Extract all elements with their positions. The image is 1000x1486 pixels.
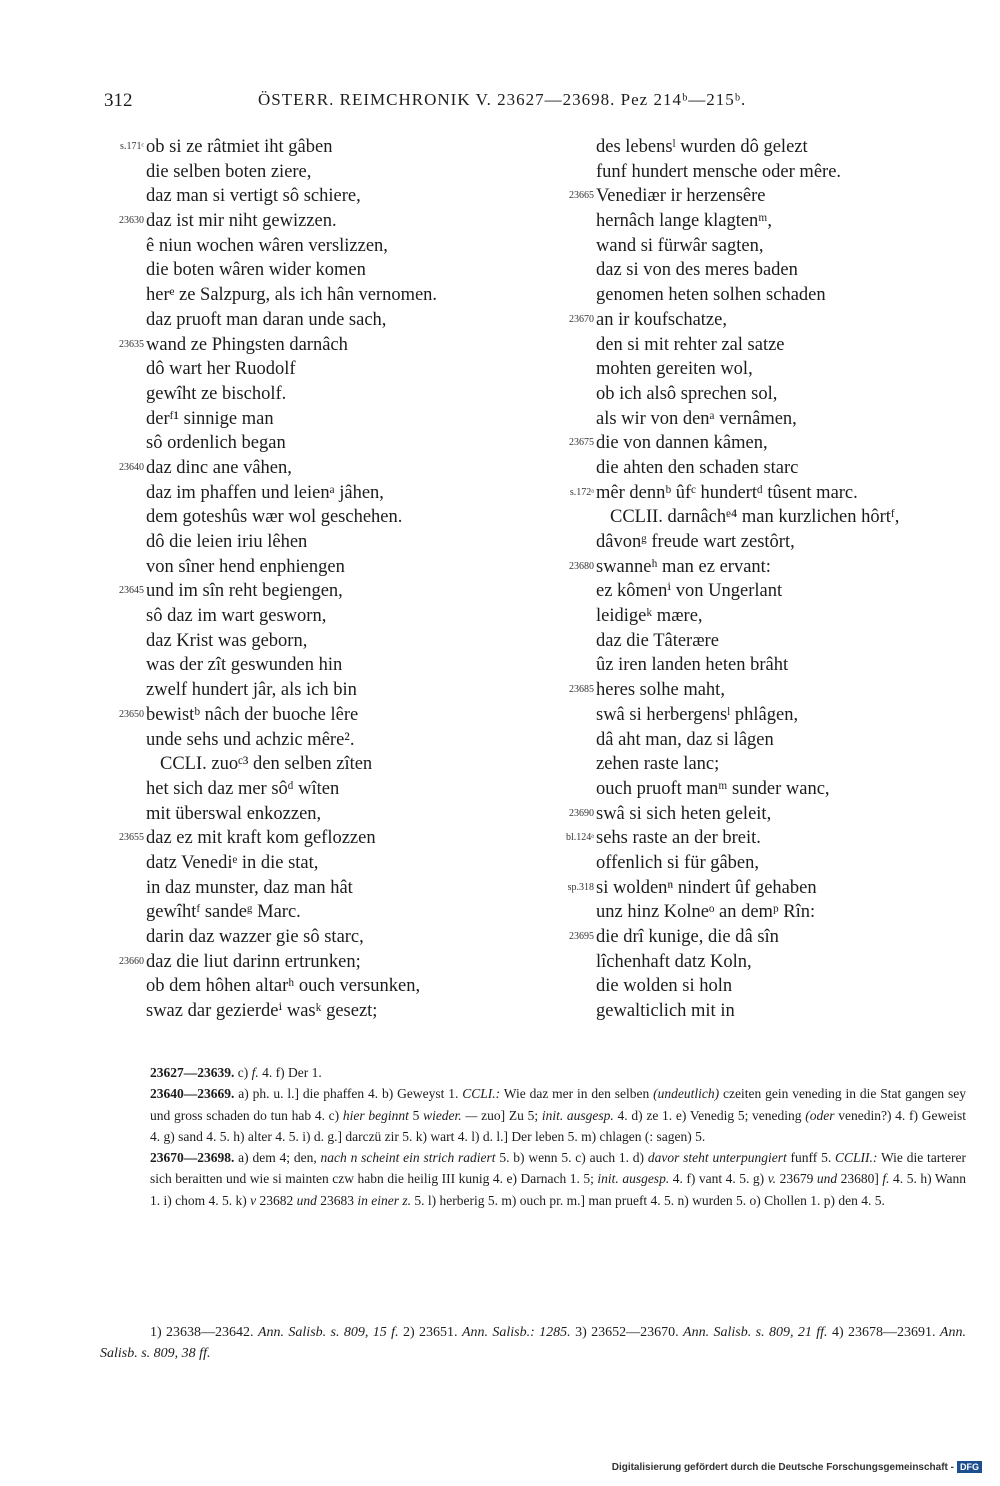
verse-line	[100, 382, 540, 407]
verse-line	[100, 530, 540, 555]
verse-text: daz ez mit kraft kom geflozzen	[146, 828, 376, 849]
verse-number: 23695	[569, 931, 594, 942]
verse-number: s.172ᵃ	[569, 486, 594, 498]
verse-text: gewîhtᶠ sandeᵍ Marc.	[146, 902, 301, 923]
verse-line	[100, 160, 540, 185]
verse-text: swâ si sich heten geleit,	[596, 803, 772, 824]
verse-line	[550, 851, 970, 876]
verse-text: wand ze Phingsten darnâch	[146, 334, 348, 355]
verse-line	[550, 604, 970, 629]
verse-text: bewistᵇ nâch der buoche lêre	[146, 704, 359, 725]
verse-line	[100, 579, 540, 604]
verse-line	[550, 184, 970, 209]
verse-text: daz die Tâterære	[596, 630, 719, 651]
verse-line	[100, 604, 540, 629]
verse-line	[550, 234, 970, 259]
verse-line	[550, 802, 970, 827]
verse-line	[550, 431, 970, 456]
verse-line	[550, 678, 970, 703]
verse-text: derᶠ¹ sinnige man	[146, 408, 274, 429]
verse-line	[550, 826, 970, 851]
verse-line	[100, 900, 540, 925]
verse-text: swanneʰ man ez ervant:	[596, 556, 771, 577]
verse-line	[100, 505, 540, 530]
verse-line	[100, 209, 540, 234]
verse-line	[100, 974, 540, 999]
dfg-logo: DFG	[957, 1461, 982, 1473]
page-number: 312	[104, 90, 133, 111]
verse-line	[100, 308, 540, 333]
verse-line	[550, 308, 970, 333]
verse-line	[550, 900, 970, 925]
verse-text: sô daz im wart gesworn,	[146, 606, 327, 627]
verse-text: in daz munster, daz man hât	[146, 877, 353, 898]
verse-text: hernâch lange klagtenᵐ,	[596, 211, 772, 232]
verse-line	[550, 999, 970, 1024]
verse-text: den si mit rehter zal satze	[596, 334, 785, 355]
verse-number: 23630	[119, 215, 144, 227]
verse-line	[100, 234, 540, 259]
verse-line	[550, 777, 970, 802]
verse-text: daz ist mir niht gewizzen.	[146, 211, 337, 232]
verse-text: ob si ze râtmiet iht gâben	[146, 137, 333, 157]
verse-number: 23640	[119, 461, 144, 473]
verse-number: 23660	[119, 955, 144, 967]
verse-text: die selben boten ziere,	[146, 161, 312, 182]
verse-text: heres solhe maht,	[596, 680, 725, 701]
verse-text: dâ aht man, daz si lâgen	[596, 729, 774, 750]
verse-text: zehen raste lanc;	[596, 754, 720, 775]
verse-number: 23665	[569, 190, 594, 202]
verse-text: mohten gereiten wol,	[596, 359, 753, 380]
verse-text: gewîht ze bischolf.	[146, 383, 287, 404]
verse-text: dô die leien iriu lêhen	[146, 532, 308, 552]
critical-apparatus	[100, 1062, 966, 1211]
verse-number: 23675	[569, 437, 594, 449]
verse-number: 23655	[119, 832, 144, 844]
verse-text: von sîner hend enphiengen	[146, 556, 345, 577]
verse-line	[100, 752, 540, 777]
verse-text: mit überswal enkozzen,	[146, 803, 322, 824]
source-notes: 1) 23638—23642. Ann. Salisb. s. 809, 15 f. 2) 23651. Ann. Salisb.: 1285. 3) 23652—23670. Ann. Salisb. s. 809, 21 ff. 4) 23678—23691. Ann. Salisb. s. 809, 38 ff.	[100, 1325, 966, 1361]
verse-line	[550, 752, 970, 777]
verse-number: 23670	[569, 313, 594, 325]
verse-text: unz hinz Kolneᵒ an demᵖ Rîn:	[596, 902, 816, 923]
verse-line	[100, 999, 540, 1024]
verse-number: sp.318	[567, 881, 594, 893]
verse-text: zwelf hundert jâr, als ich bin	[146, 680, 357, 701]
verse-text: datz Venediᵉ in die stat,	[146, 852, 319, 873]
verse-number: 23680	[569, 560, 594, 572]
verse-line	[550, 530, 970, 555]
verse-text: die von dannen kâmen,	[596, 433, 768, 454]
verse-text: dâvonᵍ freude wart zestôrt,	[596, 532, 795, 552]
verse-text: die drî kunige, die dâ sîn	[596, 927, 779, 947]
verse-line	[100, 802, 540, 827]
verse-line	[550, 555, 970, 580]
verse-line	[100, 851, 540, 876]
verse-text: ouch pruoft manᵐ sunder wanc,	[596, 778, 830, 799]
verse-line	[550, 579, 970, 604]
verse-line	[550, 456, 970, 481]
verse-text: sehs raste an der breit.	[596, 828, 761, 849]
verse-line	[550, 925, 970, 950]
verse-line	[100, 678, 540, 703]
verse-line	[550, 160, 970, 185]
verse-line	[550, 209, 970, 234]
verse-text: dem goteshûs wær wol geschehen.	[146, 507, 403, 528]
verse-text: lîchenhaft datz Koln,	[596, 951, 752, 972]
verse-line	[100, 555, 540, 580]
verse-text: si woldenⁿ nindert ûf gehaben	[596, 877, 817, 898]
apparatus-note-3: 23670—23698. a) dem 4; den, nach n scheint ein strich radiert 5. b) wenn 5. c) auch 1. d) davor steht unterpungiert funff 5. CCLII.: Wie die tarterer sich beraitten und wie si mainten czw habn die heilig III kunig 4. e) Darnach 1. 5; init. ausgesp. 4. f) vant 4. 5. g) v. 23679 und 23680] f. 4. 5. h) Wann 1. i) chom 4. 5. k) v 23682 und 23683 in einer z. 5. l) herberig 5. m) ouch pr. m.] man prueft 4. 5. n) wurden 5. o) Chollen 1. p) den 4. 5.	[150, 1150, 967, 1208]
verse-text: CCLI. zuoᶜ³ den selben zîten	[160, 754, 373, 775]
verse-line	[550, 653, 970, 678]
verse-line	[550, 357, 970, 382]
verse-text: ob dem hôhen altarʰ ouch versunken,	[146, 976, 421, 997]
verse-line	[100, 357, 540, 382]
verse-line	[550, 481, 970, 506]
verse-text: dô wart her Ruodolf	[146, 359, 296, 380]
verse-line	[100, 407, 540, 432]
verse-text: offenlich si für gâben,	[596, 852, 760, 873]
verse-text: und im sîn reht begiengen,	[146, 581, 343, 602]
verse-text: ûz iren landen heten brâht	[596, 655, 789, 676]
verse-line	[550, 974, 970, 999]
verse-text: mêr dennᵇ ûfᶜ hundertᵈ tûsent marc.	[596, 482, 858, 503]
footer-credit	[612, 1461, 982, 1473]
verse-line	[550, 505, 970, 530]
verse-line	[100, 431, 540, 456]
verse-text: herᵉ ze Salzpurg, als ich hân vernomen.	[146, 285, 438, 306]
verse-line	[100, 629, 540, 654]
verse-text: daz man si vertigt sô schiere,	[146, 186, 361, 207]
source-references	[100, 1322, 966, 1364]
verse-line	[550, 407, 970, 432]
verse-line	[100, 950, 540, 975]
verse-text: ob ich alsô sprechen sol,	[596, 383, 778, 404]
verse-text: daz si von des meres baden	[596, 260, 798, 281]
verse-line	[100, 283, 540, 308]
verse-text: daz im phaffen und leienᵃ jâhen,	[146, 482, 384, 503]
verse-text: was der zît geswunden hin	[146, 655, 343, 676]
verse-line	[550, 283, 970, 308]
verse-text: wand si fürwâr sagten,	[596, 235, 764, 256]
verse-line	[100, 777, 540, 802]
verse-line	[550, 629, 970, 654]
verse-line	[100, 184, 540, 209]
verse-number: 23635	[119, 338, 144, 350]
verse-text: daz dinc ane vâhen,	[146, 457, 292, 478]
verse-number: 23685	[569, 684, 594, 696]
verse-number: 23645	[119, 585, 144, 597]
verse-text: darin daz wazzer gie sô starc,	[146, 927, 364, 947]
verse-text: an ir koufschatze,	[596, 309, 727, 330]
verse-line	[100, 703, 540, 728]
verse-text: CCLII. darnâchᵉ⁴ man kurzlichen hôrtᶠ,	[610, 507, 900, 528]
verse-line	[100, 258, 540, 283]
verse-number: s.171ᶜ	[120, 141, 144, 152]
verse-text: die boten wâren wider komen	[146, 260, 366, 281]
verse-line	[550, 728, 970, 753]
verse-text: sô ordenlich began	[146, 433, 286, 454]
verse-line	[100, 925, 540, 950]
verse-line	[550, 703, 970, 728]
verse-text: het sich daz mer sôᵈ wîten	[146, 778, 340, 799]
verse-text: daz pruoft man daran unde sach,	[146, 309, 387, 330]
apparatus-note-1: 23627—23639. c) f. 4. f) Der 1.	[150, 1065, 322, 1080]
verse-line	[550, 382, 970, 407]
verse-line	[100, 481, 540, 506]
verse-text: daz die liut darinn ertrunken;	[146, 951, 361, 972]
verse-text: leidigeᵏ mære,	[596, 606, 703, 627]
verse-text: die ahten den schaden starc	[596, 457, 799, 478]
verse-column-left	[100, 135, 540, 1024]
verse-number: 23690	[569, 807, 594, 819]
verse-line	[550, 876, 970, 901]
verse-text: die wolden si holn	[596, 976, 733, 997]
verse-line	[100, 653, 540, 678]
verse-text: daz Krist was geborn,	[146, 630, 308, 651]
verse-line	[100, 135, 540, 160]
verse-line	[550, 950, 970, 975]
verse-text: funf hundert mensche oder mêre.	[596, 161, 842, 182]
verse-text: ez kômenⁱ von Ungerlant	[596, 581, 783, 602]
verse-line	[550, 333, 970, 358]
verse-text: swaz dar gezierdeⁱ wasᵏ gesezt;	[146, 1001, 378, 1022]
verse-line	[550, 135, 970, 160]
apparatus-note-2: 23640—23669. a) ph. u. l.] die phaffen 4. b) Geweyst 1. CCLI.: Wie daz mer in den selben (undeutlich) czeiten gein veneding in die Stat gangen sey und gross schaden do tun hab 4. c) hier beginnt 5 wieder. — zuo] Zu 5; init. ausgesp. 4. d) ze 1. e) Venedig 5; veneding (oder venedin?) 4. f) Geweist 4. g) sand 4. 5. h) alter 4. 5. i) d. g.] darczü zir 5. k) wart 4. l) d. l.] Der leben 5. m) chlagen (: sagen) 5.	[150, 1086, 966, 1144]
verse-text: des lebensˡ wurden dô gelezt	[596, 137, 808, 157]
verse-text: gewalticlich mit in	[596, 1001, 735, 1022]
verse-text: Venediær ir herzensêre	[596, 186, 766, 207]
running-head: ÖSTERR. REIMCHRONIK V. 23627—23698. Pez 214ᵇ—215ᵇ.	[258, 90, 747, 109]
footer-text: Digitalisierung gefördert durch die Deutsche Forschungsgemeinschaft -	[611, 1462, 954, 1473]
verse-text: als wir von denᵃ vernâmen,	[596, 408, 797, 429]
verse-line	[100, 728, 540, 753]
verse-line	[550, 258, 970, 283]
verse-text: ê niun wochen wâren verslizzen,	[146, 235, 388, 256]
verse-line	[100, 876, 540, 901]
verse-line	[100, 333, 540, 358]
verse-column-right	[550, 135, 970, 1024]
verse-number: bl.124ᵃ	[565, 832, 594, 844]
verse-text: genomen heten solhen schaden	[596, 285, 826, 306]
verse-line	[100, 826, 540, 851]
verse-number: 23650	[119, 708, 144, 720]
verse-text: unde sehs und achzic mêre².	[146, 729, 355, 750]
verse-line	[100, 456, 540, 481]
verse-text: swâ si herbergensˡ phlâgen,	[596, 704, 799, 725]
